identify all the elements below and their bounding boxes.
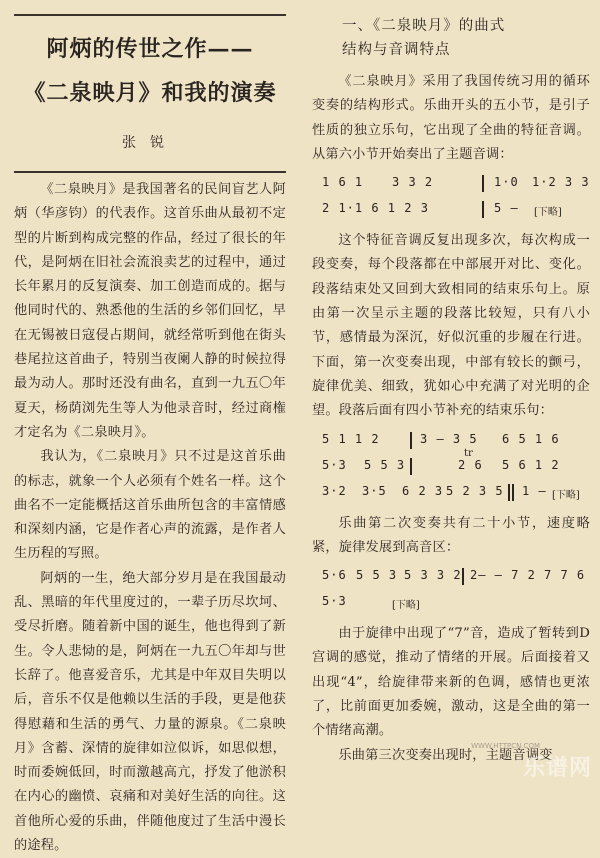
left-text-column — [14, 178, 286, 858]
score-3-row-2 — [312, 590, 590, 616]
paragraph-variations: 这个特征音调反复出现多次，每次构成一段变奏，每个段落都在中部展开对比、变化。段落结束处又回到大致相同的结束乐句上。原由第一次呈示主题的段落比较短，只有八小节，感情最为深沉，好似沉重的步履在行进。下面，第一次变奏出现，中部有较长的颤弓，旋律优美、细致，犹如心中充满了对光明的企望。段落后面有四小节补充的结束乐句： — [312, 233, 590, 419]
score-2-measure: 3 — 3 5 — [420, 431, 478, 446]
trill-mark: tr — [464, 447, 473, 459]
right-text-column — [312, 14, 590, 768]
score-1-row-1 — [312, 171, 590, 197]
score-3-measure: 5 3 3 2 — [404, 568, 462, 583]
bar-line — [410, 458, 412, 475]
score-2-measure: 1 — — [522, 483, 547, 498]
article-title-line2: 《二泉映月》和我的演奏 — [23, 80, 277, 106]
score-1-measure: 5 — — [494, 201, 519, 216]
score-2-measure: 3·5 — [362, 483, 387, 498]
music-score-2 — [312, 428, 590, 506]
score-3-measure: 5·6 — [322, 568, 347, 583]
paragraph-second-variation: 乐曲第二次变奏共有二十小节，速度略紧，旋律发展到高音区： — [312, 515, 590, 555]
score-2-measure: 5 5 3 — [364, 457, 406, 472]
score-omitted-note: [下略] — [392, 600, 420, 612]
score-omitted-note: [下略] — [552, 489, 580, 501]
score-2-measure: 5 6 1 2 — [502, 457, 560, 472]
score-3-measure: 5·3 — [322, 594, 347, 609]
section-heading-line2: 结构与音调特点 — [342, 42, 451, 58]
score-3-measure: 2— — 7 2 7 7 6 — [470, 568, 586, 583]
score-1-measure: 1·0 — [494, 175, 519, 190]
bar-line — [410, 432, 412, 449]
score-1-measure: 1 6 1 — [322, 175, 364, 190]
bar-line — [508, 484, 510, 501]
score-2-measure: 5 1 1 2 — [322, 431, 380, 446]
score-2-measure: 6 5 1 6 — [502, 431, 560, 446]
music-score-3 — [312, 564, 590, 616]
score-1-measure: 1·2 3 3 — [532, 175, 590, 190]
music-score-1 — [312, 171, 590, 223]
score-3-measure: 5 5 3 — [356, 568, 398, 583]
score-omitted-note: [下略] — [534, 207, 562, 219]
paragraph-climax: 由于旋律中出现了“7”音，造成了暂转到D宫调的感觉，推动了情绪的开展。后面接着又出现“4”，给旋律带来新的色调，感情也更浓了，比前面更加委婉，激动，这是全曲的第一个情绪高潮。 — [312, 626, 590, 739]
article-title-block — [14, 14, 286, 173]
bar-line — [482, 175, 484, 192]
paragraph-structure: 《二泉映月》采用了我国传统习用的循环变奏的结构形式。乐曲开头的五小节，是引子性质的独立乐句，它出现了全曲的特征音调。从第六小节开始奏出了主题音调： — [312, 74, 590, 162]
paragraph-intro: 《二泉映月》是我国著名的民间盲艺人阿炳（华彦钧）的代表作。这首乐曲从最初不定型的片断到构成完整的作品，经过了很长的年代，是阿炳在旧社会流浪卖艺的过程中，通过长年累月的反复演奏、加工创造而成的。据与他同时代的、熟悉他的生活的乡邻们回忆，早在无锡被日寇侵占期间，就经常听到他在街头巷尾拉这首曲子，特别当夜阑人静的时候拉得最为动人。那时还没有曲名，直到一九五〇年夏天，杨荫浏先生等人为他录音时，经过商権才定名为《二泉映月》。 — [14, 182, 286, 440]
score-2-row-3 — [312, 480, 590, 506]
score-1-measure: 2 1·1 6 1 2 3 — [322, 201, 429, 216]
paragraph-life: 阿炳的一生，绝大部分岁月是在我国最动乱、黑暗的年代里度过的，一辈子历尽坎坷、受尽折磨。随着新中国的诞生，他也得到了新生。令人悲恸的是，阿炳在一九五〇年却与世长辞了。他喜爱音乐，尤其是中年双目失明以后，音乐不仅是他赖以生活的手段，更是他获得慰藉和生活的勇气、力量的源泉。《二泉映月》含蓄、深情的旋律如泣似诉，如思似想，时而委婉低回，时而激越高亢，抒发了他淤积在内心的幽愤、哀痛和对美好生活的向往。这首他所心爱的乐曲，伴随他度过了生活中漫长的途程。 — [14, 570, 286, 854]
score-2-row-1 — [312, 428, 590, 454]
score-3-row-1 — [312, 564, 590, 590]
score-2-measure: 3·2 — [322, 483, 347, 498]
score-2-measure: 2 6 — [458, 457, 483, 472]
paragraph-title-meaning: 我认为，《二泉映月》只不过是这首乐曲的标志，就象一个人必须有个姓名一样。这个曲名不一定能概括这首乐曲所包含的丰富情感和深刻内涵，它是作者心声的流露，是作者人生历程的写照。 — [14, 449, 286, 562]
score-1-row-2 — [312, 197, 590, 223]
score-2-measure: 6 2 3 — [402, 483, 444, 498]
score-2-row-2 — [312, 447, 590, 480]
score-1-measure: 3 3 2 — [392, 175, 434, 190]
score-2-measure: 5 2 3 5 — [446, 483, 504, 498]
article-author: 张锐 — [122, 135, 178, 151]
article-title-line1: 阿炳的传世之作—— — [46, 36, 254, 62]
score-2-measure: 5·3 — [322, 457, 347, 472]
section-heading — [312, 14, 590, 62]
watermark-logo: 乐谱网 — [522, 756, 592, 781]
section-heading-line1: 一、《二泉映月》的曲式 — [342, 18, 506, 34]
bar-line — [462, 568, 464, 585]
watermark-url: WWW.HTTPCN.COM — [471, 742, 540, 750]
paragraph-third-variation: 乐曲第三次变奏出现时，主题音调变 — [338, 747, 553, 763]
bar-line — [482, 201, 484, 218]
